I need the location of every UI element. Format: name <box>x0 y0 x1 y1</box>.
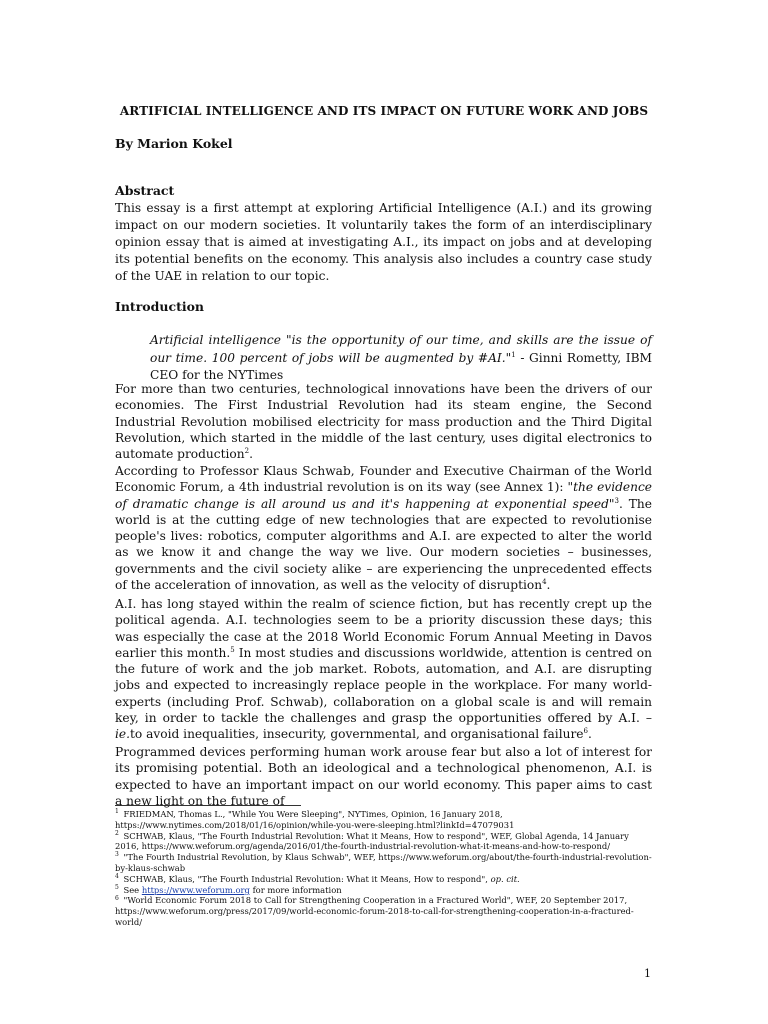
footnote-text: SCHWAB, Klaus, "The Fourth Industrial Revolution: What it Means, How to respond", WEF, Global Agenda, 14 January 2016, https://www.weforum.org/agenda/2016/01/the-fourth-industrial-revolution-what-it-means-and-how-to-respond/ <box>115 830 629 852</box>
footnote-4 <box>115 874 655 885</box>
footnote-text-post: for more information <box>249 884 342 895</box>
paragraph-3-start: A.I. has long stayed within the realm of science fiction, but has recently crept up the political agenda. A.I. technologies seem to be a priority discussion these days; this was especially the case at the 2018 World Economic Forum Annual Meeting in Davos earlier this month. <box>115 597 652 660</box>
footnote-text: SCHWAB, Klaus, "The Fourth Industrial Revolution: What it Means, How to respond", <box>120 873 491 884</box>
footnote-text: "The Fourth Industrial Revolution, by Klaus Schwab", WEF, https://www.weforum.org/about/the-fourth-industrial-revolution-by-klaus-schwab <box>115 852 652 873</box>
paragraph-2-start: According to Professor Klaus Schwab, Founder and Executive Chairman of the World Economic Forum, a 4th industrial revolution is on its way (see Annex 1): <box>115 464 652 495</box>
paragraph-1-end: . <box>249 447 253 462</box>
paragraph-2-middle: . The world is at the cutting edge of new technologies that are expected to revolutionise people's lives: robotics, computer algorithms and A.I. are expected to alter the world as we know it and change the way we live. Our modern societies – businesses, governments and the civil society alike – are experiencing the unprecedented effects of the acceleration of innovation, as well as the velocity of disruption <box>115 496 652 593</box>
footnote-ref: 2 <box>244 447 250 456</box>
footnote-separator <box>115 805 301 806</box>
paragraph-3-end: . <box>587 727 592 742</box>
abstract-heading: Abstract <box>115 183 175 198</box>
abstract-text: This essay is a first attempt at exploring Artificial Intelligence (A.I.) and its growing impact on our modern societies. It voluntarily takes the form of an interdisciplinary opinion essay that is aimed at investigating A.I., its impact on jobs and at developing its potential benefits on the economy. This analysis also includes a country case study of the UAE in relation to our topic. <box>115 201 652 283</box>
page-number: 1 <box>644 967 651 980</box>
epigraph-quote <box>150 332 652 385</box>
footnote-number: 5 <box>115 883 119 891</box>
author-byline: By Marion Kokel <box>115 136 233 151</box>
paragraph-3-italic: ie. <box>115 727 130 742</box>
paragraph-4: Programmed devices performing human work arouse fear but also a lot of interest for its promising potential. Both an ideological and a technological phenomenon, A.I. is expected to have an important impact on our world economy. This paper aims to cast a new light on the future of <box>115 745 652 808</box>
footnote-ref: 5 <box>230 645 235 654</box>
introduction-heading: Introduction <box>115 299 205 314</box>
footnote-number: 1 <box>115 808 119 816</box>
footnote-text: "World Economic Forum 2018 to Call for Strengthening Cooperation in a Fractured World", WEF, 20 September 2017, https://www.weforum.org/press/2017/09/world-economic-forum-2018-to-call-for-strengthening-cooperation-in-a-fractured-world/ <box>115 895 634 927</box>
footnote-2 <box>115 831 655 853</box>
footnote-text: FRIEDMAN, Thomas L., "While You Were Sleeping", NYTimes, Opinion, 16 January 2018, https://www.nytimes.com/2018/01/16/opinion/while-you-were-sleeping.html?linkId=47079031 <box>115 809 515 830</box>
footnote-ref: 1 <box>511 350 516 359</box>
paragraph-3-middle: In most studies and discussions worldwide, attention is centred on the future of work and the job market. Robots, automation, and A.I. are disrupting jobs and expected to increasingly replace people in the workplace. For many world-experts (including Prof. Schwab), collaboration on a global scale is and will remain key, in order to tackle the challenges and grasp the opportunities offered by A.I. – <box>115 645 652 726</box>
paragraph-1 <box>115 381 652 462</box>
footnote-1 <box>115 809 655 831</box>
quote-italic: Artificial intelligence "is the opportunity of our time, and skills are the issue of our time. 100 percent of jobs will be augmented by #AI." <box>150 333 652 365</box>
document-title: ARTIFICIAL INTELLIGENCE AND ITS IMPACT ON FUTURE WORK AND JOBS <box>119 104 649 118</box>
footnote-ref: 4 <box>542 578 547 587</box>
paragraph-1-text: For more than two centuries, technological innovations have been the drivers of our economies. The First Industrial Revolution had its steam engine, the Second Industrial Revolution mobilised electricity for mass production and the Third Digital Revolution, which started in the middle of the last century, uses digital electronics to automate production <box>115 382 652 462</box>
paragraph-3 <box>115 596 652 743</box>
footnote-text-pre: See <box>120 884 142 895</box>
footnote-number: 4 <box>115 872 119 880</box>
quote-attribution: - Ginni Rometty, IBM CEO for the NYTimes <box>150 350 653 382</box>
footnote-number: 2 <box>115 829 119 837</box>
footnote-5 <box>115 885 655 896</box>
footnote-3 <box>115 852 655 874</box>
paragraph-3-rest: to avoid inequalities, insecurity, governmental, and organisational failure <box>130 727 584 742</box>
paragraph-2-end: . <box>546 578 551 593</box>
paragraph-2-quote: "the evidence of dramatic change is all around us and it's happening at exponential speed" <box>115 480 652 511</box>
paragraph-2 <box>115 463 652 593</box>
footnote-italic: op. cit. <box>490 873 520 884</box>
footnote-ref: 6 <box>583 727 588 736</box>
footnote-ref: 3 <box>614 496 619 505</box>
weforum-link[interactable]: https://www.weforum.org <box>141 884 250 895</box>
footnote-number: 6 <box>115 894 119 902</box>
footnote-6 <box>115 895 655 927</box>
footnote-number: 3 <box>115 851 119 859</box>
footnotes <box>115 809 655 928</box>
